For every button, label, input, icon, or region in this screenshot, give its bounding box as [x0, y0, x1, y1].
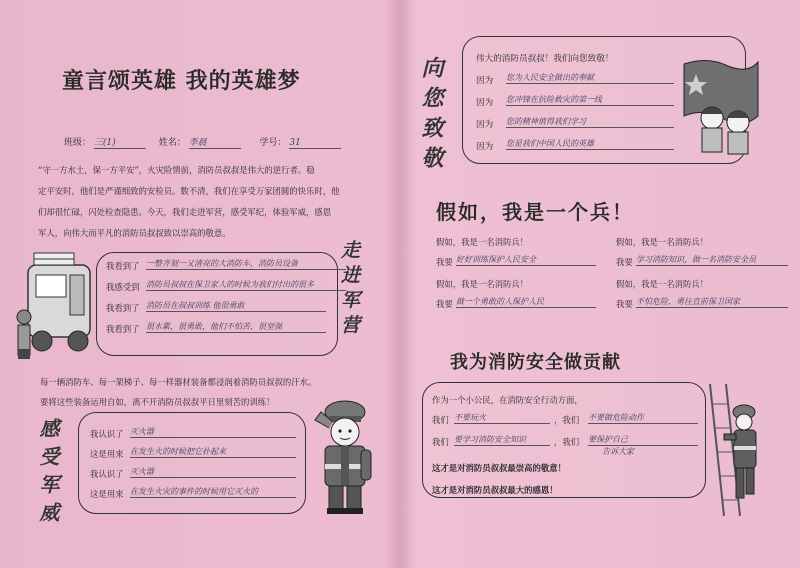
contribute-row	[432, 414, 702, 436]
contribute-answer: 要学习消防安全知识	[454, 434, 550, 446]
soldier-answer: 不怕危险，勇往直前保卫国家	[636, 296, 788, 308]
soldier-answer: 做一个勇敢的人保护人民	[456, 296, 596, 308]
salute-label: 因为	[476, 142, 494, 152]
soldier-row	[436, 278, 796, 298]
salute-answer: 您冲锋在抗险救灾的第一线	[506, 94, 674, 106]
contribute-section-title: 我为消防安全做贡献	[450, 352, 621, 373]
side-title-visit-camp: 走进军营	[338, 240, 360, 340]
intro-line: 们却很忙碌，闪处检查隐患。今天，我们走进军营，感受军纪，体验军威，感恩	[38, 207, 332, 217]
salute-row	[476, 140, 686, 162]
learn-answer: 灭火器	[130, 466, 296, 478]
soldier-label: 我要	[616, 257, 633, 267]
right-page	[402, 0, 800, 568]
salute-row	[476, 96, 686, 118]
soldier-label: 我要	[616, 299, 633, 309]
student-info	[64, 135, 374, 149]
flag-children-illustration	[678, 56, 762, 156]
soldier-row	[436, 236, 796, 256]
seen-list	[106, 260, 336, 344]
contribute-label: 我们	[432, 437, 449, 447]
learn-label: 这是用来	[90, 449, 124, 459]
contribute-answer: 不要玩火	[454, 412, 550, 424]
seen-label: 我看到了	[106, 324, 140, 334]
name-label: 姓名：	[158, 138, 186, 148]
soldier-label: 我要	[436, 299, 453, 309]
learn-answer: 在发生火的时候把它扑起来	[130, 446, 296, 458]
contribute-intro: 作为一个小公民，在消防安全行动方面，	[432, 395, 583, 405]
side-title-salute: 向您致敬	[418, 56, 444, 176]
class-value: 三(1)	[94, 135, 146, 149]
contribute-answer: 不要做危险动作	[588, 412, 698, 424]
intro-line: 军人，向伟大而平凡的消防员叔叔致以崇高的敬意。	[38, 228, 231, 238]
salute-list	[476, 74, 686, 162]
class-label: 班级：	[64, 138, 92, 148]
salute-label: 因为	[476, 98, 494, 108]
contribute-label: 我们	[432, 415, 449, 425]
soldier-grid	[436, 236, 796, 320]
learn-label: 我认识了	[90, 469, 124, 479]
contribute-thanks: 这才是对消防员叔叔最大的感恩！	[432, 485, 558, 495]
seen-row	[106, 281, 336, 302]
salute-row	[476, 118, 686, 140]
id-value: 31	[289, 138, 341, 149]
name-value: 李晨	[189, 135, 241, 149]
seen-answer: 消防员在叔叔训练 他很勇敢	[146, 300, 326, 312]
contribute-row	[432, 436, 702, 462]
equipment-line: 要将这些装备运用自如，离不开消防员叔叔平日里刻苦的训练！	[40, 397, 275, 407]
salute-label: 因为	[476, 120, 494, 130]
learn-list	[90, 428, 300, 508]
soldier-prompt: 假如，我是一名消防兵！	[436, 237, 529, 247]
learn-row	[90, 428, 300, 448]
soldier-prompt: 假如，我是一名消防兵！	[436, 279, 529, 289]
soldier-label: 我要	[436, 257, 453, 267]
learn-row	[90, 448, 300, 468]
id-label: 学号：	[259, 138, 287, 148]
soldier-answer: 学习消防知识，做一名消防安全员	[636, 254, 788, 266]
intro-paragraph	[38, 160, 368, 244]
soldier-row	[436, 256, 796, 278]
seen-row	[106, 302, 336, 323]
contribute-label: ，我们	[554, 415, 580, 425]
seen-answer: 一整齐划一又清亮的大消防车，消防员设备	[146, 258, 346, 270]
soldier-prompt: 假如，我是一名消防兵！	[616, 237, 709, 247]
soldier-section-title: 假如，我是一个兵！	[436, 200, 634, 224]
contribute-label: ，我们	[554, 437, 580, 447]
salute-row	[476, 74, 686, 96]
intro-line: 定平安时，他们是严谨细致的安检员。数不清，我们在享受万家团圆的快乐时，他	[38, 186, 340, 196]
contribute-answer-continued: 告诉大家	[602, 447, 634, 456]
seen-row	[106, 260, 336, 281]
learn-row	[90, 468, 300, 488]
seen-label: 我看到了	[106, 303, 140, 313]
salute-label: 因为	[476, 76, 494, 86]
firefighter-ladder-illustration	[702, 384, 768, 516]
firefighter-salute-illustration	[305, 398, 385, 516]
seen-label: 我感受到	[106, 282, 140, 292]
equipment-line: 每一辆消防车、每一架梯子、每一样器材装备都浸润着消防员叔叔的汗水。	[40, 377, 317, 387]
learn-label: 我认识了	[90, 429, 124, 439]
soldier-answer: 好好训练保护人民安全	[456, 254, 596, 266]
seen-label: 我看到了	[106, 261, 140, 271]
fire-truck-illustration	[14, 245, 106, 365]
side-title-feel-army: 感受军威	[36, 418, 60, 530]
left-page	[0, 0, 398, 568]
page-title: 童言颂英雄 我的英雄梦	[62, 69, 301, 94]
salute-answer: 您是我们中国人民的英雄	[506, 138, 674, 150]
contribute-respect: 这才是对消防员叔叔最崇高的敬意！	[432, 463, 566, 473]
learn-row	[90, 488, 300, 508]
seen-answer: 很水累，很勇敢，他们不怕苦，很坚强	[146, 321, 326, 333]
seen-answer: 消防员叔叔在保卫家人的时候为我们付出的很多	[146, 279, 346, 291]
soldier-prompt: 假如，我是一名消防兵！	[616, 279, 709, 289]
salute-answer: 您为人民安全做出的奉献	[506, 72, 674, 84]
contribute-content	[432, 394, 702, 504]
salute-answer: 您的精神值得我们学习	[506, 116, 674, 128]
salute-heading: 伟大的消防员叔叔！我们向您致敬！	[476, 54, 614, 64]
learn-answer: 灭火器	[130, 426, 296, 438]
learn-label: 这是用来	[90, 489, 124, 499]
learn-answer: 在发生火灾的事件的时候用它灭火的	[130, 486, 296, 498]
soldier-row	[436, 298, 796, 320]
contribute-answer: 要保护自己	[588, 434, 698, 446]
seen-row	[106, 323, 336, 344]
intro-line: “守一方水土，保一方平安”，火灾险情前，消防员叔叔是伟大的逆行者。稳	[38, 165, 315, 175]
